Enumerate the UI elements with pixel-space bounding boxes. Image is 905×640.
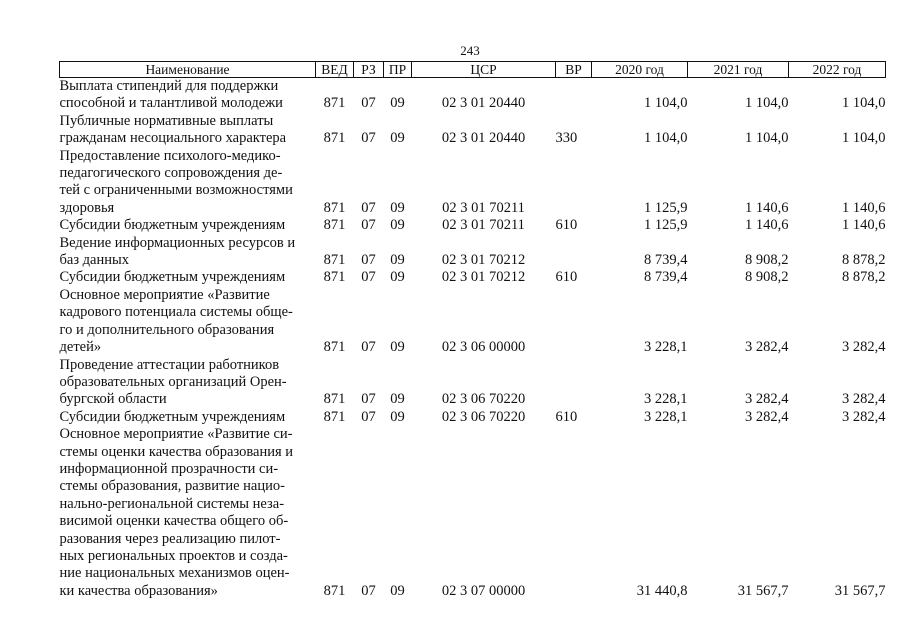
cell-ved: 871 <box>323 391 346 408</box>
cell-amount-2021: 3 282,4 <box>745 408 789 425</box>
cell-name-line: Публичные нормативные выплаты <box>59 112 274 129</box>
cell-rz: 07 <box>361 95 376 112</box>
col-header-vr: ВР <box>556 62 592 78</box>
cell-pr: 09 <box>390 130 405 147</box>
cell-amount-2020: 1 125,9 <box>644 217 688 234</box>
cell-name-line: Предоставление психолого-медико- <box>59 147 281 164</box>
cell-name-line: стемы образования, развитие нацио- <box>59 478 285 495</box>
cell-name-line: гражданам несоциального характера <box>59 130 287 147</box>
cell-ved: 871 <box>323 252 346 269</box>
cell-pr: 09 <box>390 408 405 425</box>
cell-csr: 02 3 06 70220 <box>441 391 526 408</box>
cell-pr: 09 <box>390 95 405 112</box>
cell-name-line: Основное мероприятие «Развитие си- <box>59 426 293 443</box>
cell-name-line: Выплата стипендий для поддержки <box>59 78 279 94</box>
page-number: 243 <box>460 43 480 58</box>
cell-amount-2021: 3 282,4 <box>745 339 789 356</box>
cell-csr: 02 3 01 70211 <box>442 217 525 234</box>
cell-amount-2021: 3 282,4 <box>745 391 789 408</box>
cell-csr: 02 3 06 70220 <box>441 408 526 425</box>
cell-amount-2022: 3 282,4 <box>842 339 886 356</box>
cell-vr <box>556 148 592 218</box>
cell-csr: 02 3 01 20440 <box>441 95 526 112</box>
cell-name <box>60 148 316 218</box>
cell-name-line: Ведение информационных ресурсов и <box>59 234 296 251</box>
cell-name <box>60 217 316 234</box>
table-row <box>60 269 886 286</box>
cell-amount-2021: 1 104,0 <box>745 95 789 112</box>
cell-vr <box>556 287 592 357</box>
cell-name-line: ние национальных механизмов оцен- <box>59 565 290 582</box>
cell-csr: 02 3 01 70212 <box>441 252 526 269</box>
cell-name-line: разования через реализацию пилот- <box>59 530 281 547</box>
table-row <box>60 148 886 218</box>
cell-pr: 09 <box>390 582 405 599</box>
cell-rz: 07 <box>361 130 376 147</box>
cell-amount-2022: 3 282,4 <box>842 408 886 425</box>
cell-csr: 02 3 01 70211 <box>442 199 525 216</box>
cell-name-line: информационной прозрачности си- <box>59 460 279 477</box>
cell-pr: 09 <box>390 269 405 286</box>
cell-rz: 07 <box>361 269 376 286</box>
cell-name-line: педагогического сопровождения де- <box>59 165 283 182</box>
cell-vr: 330 <box>555 130 578 147</box>
cell-name <box>60 113 316 148</box>
cell-name-line: го и дополнительного образования <box>59 321 275 338</box>
budget-table <box>59 61 886 600</box>
cell-amount-2022: 3 282,4 <box>842 391 886 408</box>
cell-rz: 07 <box>361 199 376 216</box>
table-row <box>60 235 886 270</box>
cell-csr: 02 3 01 20440 <box>441 130 526 147</box>
cell-amount-2020: 3 228,1 <box>644 339 688 356</box>
cell-name-line: бургской области <box>59 391 167 408</box>
cell-ved: 871 <box>323 217 346 234</box>
cell-amount-2021: 31 567,7 <box>737 582 789 599</box>
table-row <box>60 409 886 426</box>
cell-vr <box>556 78 592 113</box>
cell-vr <box>556 426 592 600</box>
cell-pr: 09 <box>390 391 405 408</box>
table-header-row <box>60 62 886 78</box>
cell-rz: 07 <box>361 339 376 356</box>
cell-name-line: нально-региональной системы неза- <box>59 495 285 512</box>
col-header-pr: ПР <box>384 62 412 78</box>
cell-name-line: баз данных <box>59 252 129 269</box>
cell-vr <box>556 235 592 270</box>
cell-amount-2020: 8 739,4 <box>644 269 688 286</box>
table-row <box>60 357 886 409</box>
cell-name-line: образовательных организаций Орен- <box>59 373 287 390</box>
cell-name-line: Субсидии бюджетным учреждениям <box>59 269 286 286</box>
table-row <box>60 287 886 357</box>
cell-amount-2021: 8 908,2 <box>745 252 789 269</box>
cell-ved: 871 <box>323 339 346 356</box>
cell-name-line: стемы оценки качества образования и <box>59 443 294 460</box>
cell-name-line: Основное мероприятие «Развитие <box>59 286 270 303</box>
cell-vr: 610 <box>555 217 578 234</box>
cell-name-line: Проведение аттестации работников <box>59 356 280 373</box>
cell-name-line: Субсидии бюджетным учреждениям <box>59 217 286 234</box>
cell-pr: 09 <box>390 217 405 234</box>
cell-name-line: детей» <box>59 339 102 356</box>
col-header-name: Наименование <box>60 62 316 78</box>
cell-amount-2022: 8 878,2 <box>842 269 886 286</box>
cell-csr: 02 3 07 00000 <box>441 582 526 599</box>
cell-amount-2021: 8 908,2 <box>745 269 789 286</box>
cell-rz: 07 <box>361 582 376 599</box>
cell-name <box>60 269 316 286</box>
col-header-rz: РЗ <box>354 62 384 78</box>
table-body <box>60 78 886 601</box>
cell-name-line: ных региональных проектов и созда- <box>59 547 288 564</box>
cell-amount-2021: 1 104,0 <box>745 130 789 147</box>
table-row <box>60 426 886 600</box>
cell-name-line: тей с ограниченными возможностями <box>59 182 293 199</box>
table-row <box>60 78 886 113</box>
table-row <box>60 217 886 234</box>
cell-amount-2022: 31 567,7 <box>834 582 886 599</box>
cell-pr: 09 <box>390 252 405 269</box>
cell-amount-2020: 1 125,9 <box>644 199 688 216</box>
cell-vr: 610 <box>555 269 578 286</box>
cell-amount-2022: 8 878,2 <box>842 252 886 269</box>
cell-vr: 610 <box>555 408 578 425</box>
cell-ved: 871 <box>323 199 346 216</box>
cell-ved: 871 <box>323 130 346 147</box>
col-header-csr: ЦСР <box>412 62 556 78</box>
cell-vr <box>556 357 592 409</box>
cell-rz: 07 <box>361 252 376 269</box>
col-header-2021: 2021 год <box>688 62 789 78</box>
cell-rz: 07 <box>361 217 376 234</box>
cell-ved: 871 <box>323 408 346 425</box>
cell-amount-2021: 1 140,6 <box>745 217 789 234</box>
cell-ved: 871 <box>323 582 346 599</box>
cell-ved: 871 <box>323 269 346 286</box>
cell-name-line: висимой оценки качества общего об- <box>59 513 289 530</box>
cell-name <box>60 235 316 270</box>
cell-amount-2022: 1 104,0 <box>842 130 886 147</box>
cell-name <box>60 287 316 357</box>
cell-ved: 871 <box>323 95 346 112</box>
cell-name <box>60 357 316 409</box>
cell-name-line: кадрового потенциала системы обще- <box>59 304 293 321</box>
table-row <box>60 113 886 148</box>
cell-name-line: способной и талантливой молодежи <box>59 95 283 112</box>
cell-rz: 07 <box>361 391 376 408</box>
cell-pr: 09 <box>390 199 405 216</box>
col-header-2022: 2022 год <box>789 62 886 78</box>
cell-name <box>60 78 316 113</box>
cell-name-line: ки качества образования» <box>59 582 218 599</box>
cell-amount-2020: 1 104,0 <box>644 95 688 112</box>
cell-amount-2022: 1 104,0 <box>842 95 886 112</box>
cell-amount-2022: 1 140,6 <box>842 199 886 216</box>
col-header-2020: 2020 год <box>592 62 688 78</box>
cell-name-line: здоровья <box>59 199 115 216</box>
cell-name <box>60 409 316 426</box>
cell-name <box>60 426 316 600</box>
cell-amount-2020: 3 228,1 <box>644 391 688 408</box>
cell-amount-2020: 8 739,4 <box>644 252 688 269</box>
cell-amount-2020: 3 228,1 <box>644 408 688 425</box>
cell-csr: 02 3 01 70212 <box>441 269 526 286</box>
cell-rz: 07 <box>361 408 376 425</box>
cell-amount-2021: 1 140,6 <box>745 199 789 216</box>
cell-amount-2020: 31 440,8 <box>636 582 688 599</box>
cell-csr: 02 3 06 00000 <box>441 339 526 356</box>
cell-amount-2022: 1 140,6 <box>842 217 886 234</box>
cell-name-line: Субсидии бюджетным учреждениям <box>59 408 286 425</box>
cell-amount-2020: 1 104,0 <box>644 130 688 147</box>
cell-pr: 09 <box>390 339 405 356</box>
col-header-ved: ВЕД <box>316 62 354 78</box>
